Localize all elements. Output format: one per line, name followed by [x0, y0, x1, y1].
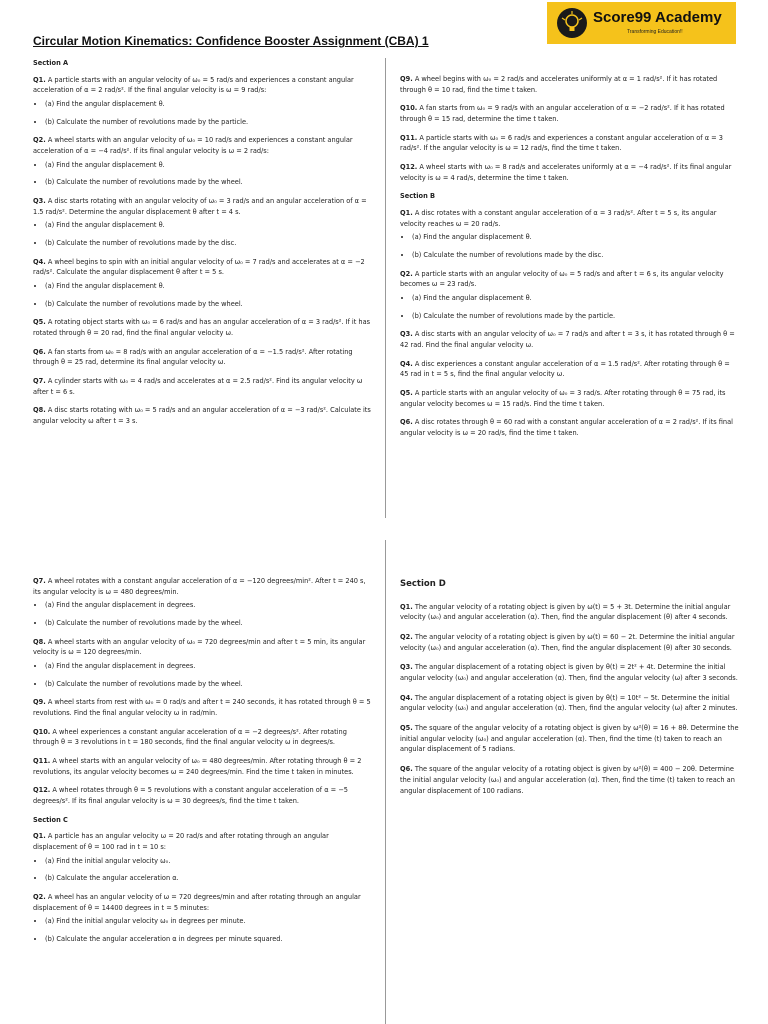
question-item [400, 208, 740, 261]
question-part: • (a) Find the angular displacement θ. [412, 232, 740, 243]
question-item [400, 764, 740, 796]
section-b-c-column [33, 576, 373, 953]
question-number: Q11. [400, 133, 418, 142]
question-text: A wheel begins with ω₀ = 2 rad/s and accelerates uniformly at α = 1 rad/s². If it has rotated through θ = 10 rad, find the time t taken. [400, 75, 718, 94]
question-number: Q8. [33, 406, 46, 415]
question-text: The angular velocity of a rotating object is given by ω(t) = 5 + 3t. Determine the initial angular velocity (ω₀) and angular acceleration (α). Then, find the angular displacement (θ) after 4 seconds. [400, 602, 731, 622]
question-item [33, 785, 373, 806]
question-text: A rotating object starts with ω₀ = 6 rad/s and has an angular acceleration of α = 3 rad/s². If it has rotated through θ = 20 rad, find the final angular velocity ω. [33, 318, 371, 338]
question-text: A wheel starts from rest with ω₀ = 0 rad/s and after t = 240 seconds, it has rotated through θ = 5 revolutions. Find the final angular velocity ω in rad/min. [33, 698, 371, 718]
section-d-column [400, 578, 740, 805]
question-text: A fan starts from ω₀ = 9 rad/s with an angular acceleration of α = −2 rad/s². If it has rotated through θ = 15 rad, determine the time t taken. [400, 104, 725, 124]
question-part: • (b) Calculate the number of revolutions made by the particle. [412, 311, 740, 322]
question-item [400, 103, 740, 124]
lightbulb-icon [557, 8, 587, 38]
question-text: A wheel has an angular velocity of ω = 720 degrees/min and after rotating through an angular displacement of θ = 14400 degrees in t = 5 minutes: [33, 893, 361, 912]
question-parts [33, 661, 373, 689]
question-part: • (a) Find the initial angular velocity ω₀. [45, 856, 373, 867]
question-item [33, 697, 373, 718]
question-item [400, 693, 740, 714]
question-text: A disc starts rotating with an angular velocity of ω₀ = 3 rad/s and an angular acceleration of α = 1.5 rad/s². Determine the angular displacement θ after t = 4 s. [33, 197, 367, 216]
column-divider [385, 540, 386, 1024]
question-text: A wheel experiences a constant angular acceleration of α = −2 degrees/s². After rotating through θ = 3 revolutions in t = 180 seconds, find the final angular velocity ω in degrees/s. [33, 727, 347, 747]
question-text: A wheel starts with ω₀ = 8 rad/s and accelerates uniformly at α = −4 rad/s². If its final angular velocity is ω = 4 rad/s, determine the time t taken. [400, 163, 732, 182]
question-number: Q1. [400, 209, 413, 218]
question-text: A particle starts with ω₀ = 6 rad/s and experiences a constant angular acceleration of α = 3 rad/s². If the angular velocity is ω = 12 rad/s, find the time t taken. [400, 133, 723, 153]
section-a-b-column [400, 74, 740, 447]
question-text: A wheel rotates with a constant angular acceleration of α = −120 degrees/min². After t = 240 s, its angular velocity is ω = 480 degrees/min. [33, 577, 366, 596]
page-title: Circular Motion Kinematics: Confidence Booster Assignment (CBA) 1 [33, 34, 429, 48]
question-text: The square of the angular velocity of a rotating object is given by ω²(θ) = 16 + 8θ. Determine the initial angular velocity (ω₀) and angular acceleration (α). Then, find the time (t) taken to reach an angular displacement of 5 radians. [400, 724, 739, 754]
question-part: • (a) Find the angular displacement θ. [45, 220, 373, 231]
question-parts [400, 232, 740, 260]
question-text: A disc rotates through θ = 60 rad with a constant angular acceleration of α = 2 rad/s². If its final angular velocity is ω = 20 rad/s, find the time t taken. [400, 418, 733, 438]
question-number: Q9. [400, 75, 413, 83]
question-part: • (b) Calculate the number of revolutions made by the wheel. [45, 618, 373, 629]
question-item [33, 831, 373, 884]
question-part: • (a) Find the angular displacement in degrees. [45, 661, 373, 672]
question-number: Q9. [33, 698, 46, 707]
question-parts [33, 916, 373, 944]
question-text: The angular displacement of a rotating object is given by θ(t) = 2t² + 4t. Determine the initial angular velocity (ω₀) and angular acceleration (α). Then, find the angular velocity (ω) after 3 seconds. [400, 663, 738, 683]
question-part: • (a) Find the initial angular velocity ω₀ in degrees per minute. [45, 916, 373, 927]
question-number: Q3. [33, 197, 46, 206]
section-a-column [33, 58, 373, 435]
question-parts [33, 600, 373, 628]
question-text: A fan starts from ω₀ = 8 rad/s with an angular acceleration of α = −1.5 rad/s². After rotating through θ = 25 rad, determine its final angular velocity ω. [33, 347, 353, 367]
question-text: A particle starts with an angular velocity of ω₀ = 5 rad/s and after t = 6 s, its angular velocity becomes ω = 23 rad/s. [400, 269, 724, 289]
question-item [400, 417, 740, 438]
question-text: The square of the angular velocity of a rotating object is given by ω²(θ) = 400 − 20θ. Determine the initial angular velocity (ω₀) and angular acceleration (α). Then, find the time (t) taken to reach an angular displacement of 100 radians. [400, 765, 735, 795]
question-number: Q2. [33, 136, 46, 145]
question-text: A particle starts with an angular velocity of ω₀ = 3 rad/s. After rotating through θ = 75 rad, its angular velocity becomes ω = 15 rad/s. Find the time t taken. [400, 389, 726, 408]
question-part: • (b) Calculate the number of revolutions made by the wheel. [45, 679, 373, 690]
question-item [400, 74, 740, 95]
question-parts [33, 99, 373, 127]
question-parts [400, 293, 740, 321]
question-item [33, 576, 373, 629]
question-text: A wheel starts with an angular velocity of ω₀ = 480 degrees/min. After rotating through θ = 2 revolutions, its angular velocity becomes ω = 240 degrees/min. Find the time t taken in minutes. [33, 757, 362, 776]
question-number: Q5. [33, 318, 46, 327]
question-part: • (a) Find the angular displacement in degrees. [45, 600, 373, 611]
question-list [33, 75, 373, 427]
question-text: The angular displacement of a rotating object is given by θ(t) = 10t² − 5t. Determine the initial angular velocity (ω₀) and angular acceleration (α). Then, find the angular velocity (ω) after 2 minutes. [400, 693, 738, 713]
question-text: A particle has an angular velocity ω = 20 rad/s and after rotating through an angular displacement of θ = 100 rad in t = 10 s: [33, 832, 329, 852]
question-number: Q10. [400, 104, 418, 113]
question-number: Q2. [400, 633, 413, 642]
question-text: The angular velocity of a rotating object is given by ω(t) = 60 − 2t. Determine the initial angular velocity (ω₀) and angular acceleration (α). Then, find the angular displacement (θ) after 30 seconds. [400, 633, 735, 652]
question-text: A particle starts with an angular velocity of ω₀ = 5 rad/s and experiences a constant angular acceleration of α = 2 rad/s². If the final angular velocity is ω = 9 rad/s: [33, 75, 354, 95]
question-list [400, 74, 740, 183]
question-item [400, 723, 740, 755]
question-part: • (b) Calculate the number of revolutions made by the disc. [412, 250, 740, 261]
question-number: Q3. [400, 663, 413, 672]
academy-logo [547, 2, 736, 44]
question-item [33, 637, 373, 690]
question-item [33, 75, 373, 128]
question-part: • (b) Calculate the angular acceleration α in degrees per minute squared. [45, 934, 373, 945]
question-part: • (b) Calculate the number of revolutions made by the wheel. [45, 299, 373, 310]
question-number: Q1. [33, 75, 46, 84]
question-item [400, 602, 740, 623]
section-heading: Section C [33, 815, 68, 824]
question-number: Q5. [400, 724, 413, 733]
section-heading: Section D [400, 579, 446, 589]
question-text: A disc experiences a constant angular acceleration of α = 1.5 rad/s². After rotating through θ = 45 rad in t = 5 s, find the final angular velocity ω. [400, 359, 730, 379]
question-item [33, 135, 373, 188]
question-item [33, 756, 373, 777]
column-divider [385, 58, 386, 518]
question-item [33, 376, 373, 397]
question-number: Q2. [400, 269, 413, 278]
question-item [33, 196, 373, 249]
question-number: Q1. [33, 832, 46, 841]
question-number: Q1. [400, 602, 413, 611]
question-text: A wheel starts with an angular velocity of ω₀ = 10 rad/s and experiences a constant angular acceleration of α = −4 rad/s². If its final angular velocity is ω = 2 rad/s: [33, 136, 353, 156]
question-item [400, 662, 740, 683]
question-item [400, 388, 740, 409]
question-item [33, 257, 373, 310]
question-part: • (a) Find the angular displacement θ. [412, 293, 740, 304]
question-number: Q10. [33, 727, 51, 736]
question-parts [33, 220, 373, 248]
question-item [33, 405, 373, 426]
question-number: Q2. [33, 893, 46, 902]
question-text: A disc rotates with a constant angular acceleration of α = 3 rad/s². After t = 5 s, its angular velocity reaches ω = 20 rad/s. [400, 209, 717, 228]
question-text: A cylinder starts with ω₀ = 4 rad/s and accelerates at α = 2.5 rad/s². Find its angular velocity ω after t = 6 s. [33, 377, 363, 396]
question-parts [33, 856, 373, 884]
question-text: A wheel rotates through θ = 5 revolutions with a constant angular acceleration of α = −5 degrees/s². If its final angular velocity is ω = 30 degrees/s, find the time t taken. [33, 786, 348, 806]
logo-name: Score99 Academy [593, 9, 722, 26]
question-item [400, 162, 740, 183]
question-part: • (b) Calculate the number of revolutions made by the disc. [45, 238, 373, 249]
question-item [400, 133, 740, 154]
question-part: • (a) Find the angular displacement θ. [45, 99, 373, 110]
question-item [33, 727, 373, 748]
question-item [33, 347, 373, 368]
question-item [400, 359, 740, 380]
question-text: A disc starts with an angular velocity of ω₀ = 7 rad/s and after t = 3 s, it has rotated through θ = 42 rad. Find the final angular velocity ω. [400, 330, 735, 350]
section-heading: Section A [33, 59, 69, 67]
question-number: Q4. [400, 359, 413, 368]
question-number: Q5. [400, 389, 413, 398]
question-text: A disc starts rotating with ω₀ = 5 rad/s and an angular acceleration of α = −3 rad/s². Calculate its angular velocity ω after t = 3 s. [33, 406, 371, 426]
section-heading: Section B [400, 192, 436, 201]
question-number: Q4. [400, 693, 413, 702]
question-number: Q6. [400, 765, 413, 774]
question-number: Q7. [33, 577, 46, 585]
question-list [33, 831, 373, 944]
question-item [33, 892, 373, 945]
question-item [400, 329, 740, 350]
question-number: Q11. [33, 757, 51, 766]
question-number: Q6. [33, 347, 46, 356]
question-number: Q6. [400, 418, 413, 427]
question-number: Q12. [400, 163, 418, 172]
question-text: A wheel starts with an angular velocity of ω₀ = 720 degrees/min and after t = 5 min, its angular velocity is ω = 120 degrees/min. [33, 637, 366, 657]
question-item [33, 317, 373, 338]
question-list [400, 602, 740, 796]
question-number: Q8. [33, 637, 46, 646]
logo-tagline: Transforming Education!! [627, 29, 683, 35]
question-part: • (b) Calculate the angular acceleration α. [45, 873, 373, 884]
question-number: Q12. [33, 786, 51, 795]
question-part: • (b) Calculate the number of revolutions made by the wheel. [45, 177, 373, 188]
question-item [400, 269, 740, 322]
question-number: Q4. [33, 257, 46, 266]
question-list [400, 208, 740, 439]
question-number: Q7. [33, 377, 46, 386]
question-text: A wheel begins to spin with an initial angular velocity of ω₀ = 7 rad/s and accelerates at α = −2 rad/s². Calculate the angular displacement θ after t = 5 s. [33, 257, 365, 277]
question-item [400, 632, 740, 653]
question-list [33, 576, 373, 807]
question-part: • (a) Find the angular displacement θ. [45, 160, 373, 171]
question-part: • (b) Calculate the number of revolutions made by the particle. [45, 117, 373, 128]
question-number: Q3. [400, 330, 413, 339]
question-parts [33, 281, 373, 309]
question-part: • (a) Find the angular displacement θ. [45, 281, 373, 292]
question-parts [33, 160, 373, 188]
